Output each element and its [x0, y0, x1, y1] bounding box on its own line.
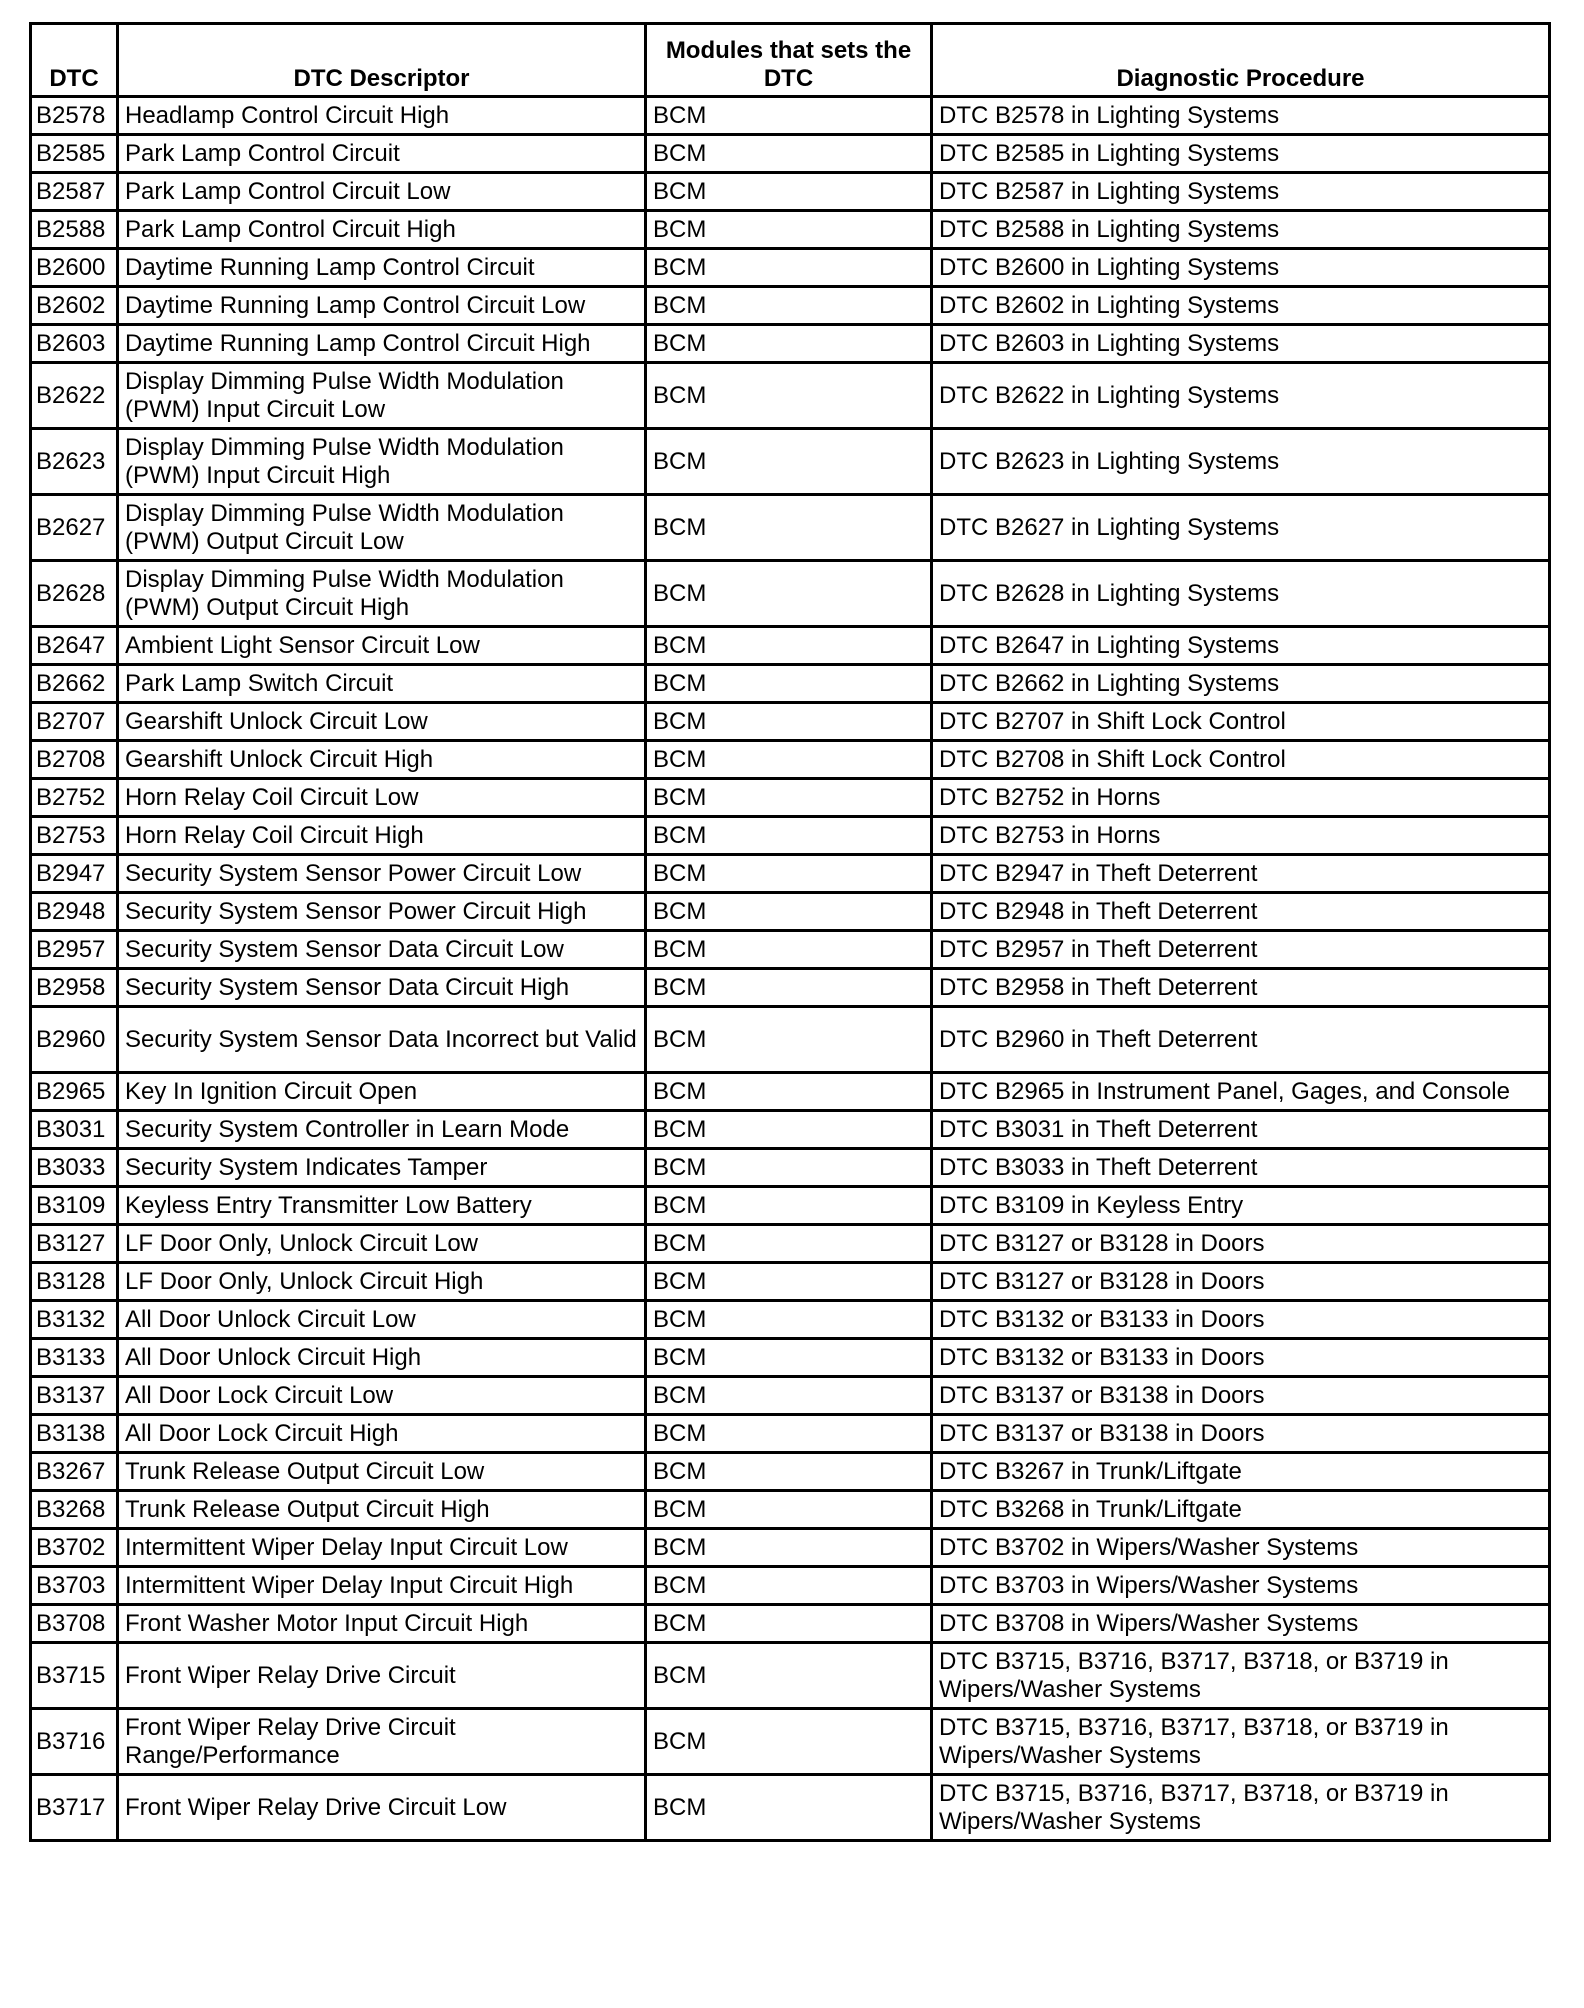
procedure-cell: DTC B3132 or B3133 in Doors	[932, 1339, 1550, 1377]
dtc-cell: B2623	[31, 429, 118, 495]
procedure-cell: DTC B2707 in Shift Lock Control	[932, 703, 1550, 741]
module-cell: BCM	[646, 855, 932, 893]
procedure-cell: DTC B2753 in Horns	[932, 817, 1550, 855]
module-cell: BCM	[646, 1567, 932, 1605]
dtc-cell: B2622	[31, 363, 118, 429]
module-cell: BCM	[646, 1263, 932, 1301]
module-cell: BCM	[646, 703, 932, 741]
descriptor-cell: Intermittent Wiper Delay Input Circuit Low	[118, 1529, 646, 1567]
dtc-cell: B3132	[31, 1301, 118, 1339]
module-cell: BCM	[646, 1339, 932, 1377]
table-row	[31, 1643, 1550, 1709]
table-row	[31, 1187, 1550, 1225]
procedure-cell: DTC B2947 in Theft Deterrent	[932, 855, 1550, 893]
table-row	[31, 1073, 1550, 1111]
table-row	[31, 561, 1550, 627]
descriptor-cell: All Door Lock Circuit High	[118, 1415, 646, 1453]
descriptor-cell: Park Lamp Control Circuit	[118, 135, 646, 173]
procedure-cell: DTC B2628 in Lighting Systems	[932, 561, 1550, 627]
table-row	[31, 1567, 1550, 1605]
module-cell: BCM	[646, 173, 932, 211]
table-row	[31, 287, 1550, 325]
module-cell: BCM	[646, 325, 932, 363]
procedure-cell: DTC B2578 in Lighting Systems	[932, 97, 1550, 135]
descriptor-cell: Ambient Light Sensor Circuit Low	[118, 627, 646, 665]
table-row	[31, 135, 1550, 173]
procedure-cell: DTC B2588 in Lighting Systems	[932, 211, 1550, 249]
table-row	[31, 249, 1550, 287]
header-module: Modules that sets the DTC	[646, 24, 932, 97]
dtc-cell: B2958	[31, 969, 118, 1007]
table-row	[31, 1007, 1550, 1073]
module-cell: BCM	[646, 1111, 932, 1149]
dtc-cell: B2627	[31, 495, 118, 561]
table-row	[31, 855, 1550, 893]
procedure-cell: DTC B3703 in Wipers/Washer Systems	[932, 1567, 1550, 1605]
procedure-cell: DTC B2623 in Lighting Systems	[932, 429, 1550, 495]
module-cell: BCM	[646, 817, 932, 855]
dtc-cell: B2708	[31, 741, 118, 779]
module-cell: BCM	[646, 135, 932, 173]
module-cell: BCM	[646, 1301, 932, 1339]
module-cell: BCM	[646, 1709, 932, 1775]
descriptor-cell: Display Dimming Pulse Width Modulation (PWM) Output Circuit High	[118, 561, 646, 627]
module-cell: BCM	[646, 363, 932, 429]
descriptor-cell: Trunk Release Output Circuit High	[118, 1491, 646, 1529]
dtc-cell: B2753	[31, 817, 118, 855]
module-cell: BCM	[646, 211, 932, 249]
descriptor-cell: Horn Relay Coil Circuit Low	[118, 779, 646, 817]
dtc-cell: B2628	[31, 561, 118, 627]
descriptor-cell: Gearshift Unlock Circuit Low	[118, 703, 646, 741]
dtc-cell: B3138	[31, 1415, 118, 1453]
dtc-cell: B3137	[31, 1377, 118, 1415]
header-procedure: Diagnostic Procedure	[932, 24, 1550, 97]
procedure-cell: DTC B2600 in Lighting Systems	[932, 249, 1550, 287]
table-row	[31, 741, 1550, 779]
dtc-cell: B2578	[31, 97, 118, 135]
procedure-cell: DTC B3267 in Trunk/Liftgate	[932, 1453, 1550, 1491]
procedure-cell: DTC B3127 or B3128 in Doors	[932, 1263, 1550, 1301]
dtc-cell: B2965	[31, 1073, 118, 1111]
module-cell: BCM	[646, 779, 932, 817]
dtc-cell: B3128	[31, 1263, 118, 1301]
descriptor-cell: Front Wiper Relay Drive Circuit	[118, 1643, 646, 1709]
table-row	[31, 1453, 1550, 1491]
procedure-cell: DTC B3109 in Keyless Entry	[932, 1187, 1550, 1225]
procedure-cell: DTC B2587 in Lighting Systems	[932, 173, 1550, 211]
dtc-cell: B2707	[31, 703, 118, 741]
procedure-cell: DTC B3132 or B3133 in Doors	[932, 1301, 1550, 1339]
procedure-cell: DTC B2948 in Theft Deterrent	[932, 893, 1550, 931]
dtc-cell: B2948	[31, 893, 118, 931]
table-row	[31, 779, 1550, 817]
descriptor-cell: All Door Unlock Circuit Low	[118, 1301, 646, 1339]
descriptor-cell: Park Lamp Switch Circuit	[118, 665, 646, 703]
dtc-cell: B3033	[31, 1149, 118, 1187]
descriptor-cell: Security System Controller in Learn Mode	[118, 1111, 646, 1149]
procedure-cell: DTC B2627 in Lighting Systems	[932, 495, 1550, 561]
dtc-cell: B3715	[31, 1643, 118, 1709]
module-cell: BCM	[646, 1605, 932, 1643]
procedure-cell: DTC B3715, B3716, B3717, B3718, or B3719 in Wipers/Washer Systems	[932, 1643, 1550, 1709]
procedure-cell: DTC B2957 in Theft Deterrent	[932, 931, 1550, 969]
procedure-cell: DTC B2602 in Lighting Systems	[932, 287, 1550, 325]
table-row	[31, 1111, 1550, 1149]
module-cell: BCM	[646, 97, 932, 135]
dtc-cell: B3127	[31, 1225, 118, 1263]
descriptor-cell: Security System Sensor Data Circuit Low	[118, 931, 646, 969]
descriptor-cell: All Door Unlock Circuit High	[118, 1339, 646, 1377]
table-row	[31, 931, 1550, 969]
table-row	[31, 363, 1550, 429]
dtc-cell: B2960	[31, 1007, 118, 1073]
table-body	[31, 97, 1550, 1841]
procedure-cell: DTC B2708 in Shift Lock Control	[932, 741, 1550, 779]
table-row	[31, 1263, 1550, 1301]
procedure-cell: DTC B3137 or B3138 in Doors	[932, 1377, 1550, 1415]
descriptor-cell: Park Lamp Control Circuit High	[118, 211, 646, 249]
table-row	[31, 1605, 1550, 1643]
dtc-cell: B2603	[31, 325, 118, 363]
table-row	[31, 1775, 1550, 1841]
procedure-cell: DTC B2662 in Lighting Systems	[932, 665, 1550, 703]
dtc-cell: B2600	[31, 249, 118, 287]
procedure-cell: DTC B3127 or B3128 in Doors	[932, 1225, 1550, 1263]
table-row	[31, 1225, 1550, 1263]
table-row	[31, 429, 1550, 495]
module-cell: BCM	[646, 1149, 932, 1187]
module-cell: BCM	[646, 1775, 932, 1841]
descriptor-cell: Front Wiper Relay Drive Circuit Low	[118, 1775, 646, 1841]
descriptor-cell: Display Dimming Pulse Width Modulation (PWM) Output Circuit Low	[118, 495, 646, 561]
descriptor-cell: Display Dimming Pulse Width Modulation (PWM) Input Circuit Low	[118, 363, 646, 429]
procedure-cell: DTC B2752 in Horns	[932, 779, 1550, 817]
descriptor-cell: Security System Sensor Data Incorrect but Valid	[118, 1007, 646, 1073]
dtc-cell: B2752	[31, 779, 118, 817]
descriptor-cell: Horn Relay Coil Circuit High	[118, 817, 646, 855]
procedure-cell: DTC B3715, B3716, B3717, B3718, or B3719 in Wipers/Washer Systems	[932, 1775, 1550, 1841]
table-row	[31, 495, 1550, 561]
descriptor-cell: Intermittent Wiper Delay Input Circuit High	[118, 1567, 646, 1605]
table-row	[31, 627, 1550, 665]
header-descriptor: DTC Descriptor	[118, 24, 646, 97]
dtc-cell: B3031	[31, 1111, 118, 1149]
dtc-cell: B2662	[31, 665, 118, 703]
module-cell: BCM	[646, 1377, 932, 1415]
module-cell: BCM	[646, 1491, 932, 1529]
module-cell: BCM	[646, 1225, 932, 1263]
module-cell: BCM	[646, 429, 932, 495]
dtc-cell: B3268	[31, 1491, 118, 1529]
table-row	[31, 817, 1550, 855]
descriptor-cell: Headlamp Control Circuit High	[118, 97, 646, 135]
descriptor-cell: Trunk Release Output Circuit Low	[118, 1453, 646, 1491]
procedure-cell: DTC B2603 in Lighting Systems	[932, 325, 1550, 363]
descriptor-cell: Key In Ignition Circuit Open	[118, 1073, 646, 1111]
module-cell: BCM	[646, 495, 932, 561]
descriptor-cell: Gearshift Unlock Circuit High	[118, 741, 646, 779]
table-header-row	[31, 24, 1550, 97]
descriptor-cell: Display Dimming Pulse Width Modulation (PWM) Input Circuit High	[118, 429, 646, 495]
table-row	[31, 1149, 1550, 1187]
module-cell: BCM	[646, 287, 932, 325]
descriptor-cell: All Door Lock Circuit Low	[118, 1377, 646, 1415]
dtc-cell: B3708	[31, 1605, 118, 1643]
table-row	[31, 703, 1550, 741]
procedure-cell: DTC B2622 in Lighting Systems	[932, 363, 1550, 429]
module-cell: BCM	[646, 1643, 932, 1709]
descriptor-cell: Front Washer Motor Input Circuit High	[118, 1605, 646, 1643]
table-row	[31, 893, 1550, 931]
dtc-cell: B3703	[31, 1567, 118, 1605]
descriptor-cell: Security System Sensor Data Circuit High	[118, 969, 646, 1007]
module-cell: BCM	[646, 1007, 932, 1073]
dtc-cell: B3267	[31, 1453, 118, 1491]
module-cell: BCM	[646, 741, 932, 779]
module-cell: BCM	[646, 893, 932, 931]
dtc-cell: B2588	[31, 211, 118, 249]
dtc-cell: B2957	[31, 931, 118, 969]
procedure-cell: DTC B3702 in Wipers/Washer Systems	[932, 1529, 1550, 1567]
descriptor-cell: Security System Indicates Tamper	[118, 1149, 646, 1187]
descriptor-cell: Security System Sensor Power Circuit High	[118, 893, 646, 931]
descriptor-cell: Daytime Running Lamp Control Circuit Low	[118, 287, 646, 325]
module-cell: BCM	[646, 1073, 932, 1111]
table-row	[31, 1301, 1550, 1339]
descriptor-cell: Daytime Running Lamp Control Circuit High	[118, 325, 646, 363]
table-row	[31, 1529, 1550, 1567]
dtc-cell: B2947	[31, 855, 118, 893]
table-row	[31, 325, 1550, 363]
descriptor-cell: LF Door Only, Unlock Circuit Low	[118, 1225, 646, 1263]
procedure-cell: DTC B2965 in Instrument Panel, Gages, and Console	[932, 1073, 1550, 1111]
table-row	[31, 665, 1550, 703]
procedure-cell: DTC B3715, B3716, B3717, B3718, or B3719 in Wipers/Washer Systems	[932, 1709, 1550, 1775]
module-cell: BCM	[646, 969, 932, 1007]
procedure-cell: DTC B2647 in Lighting Systems	[932, 627, 1550, 665]
procedure-cell: DTC B3033 in Theft Deterrent	[932, 1149, 1550, 1187]
procedure-cell: DTC B3031 in Theft Deterrent	[932, 1111, 1550, 1149]
table-row	[31, 1491, 1550, 1529]
dtc-cell: B2647	[31, 627, 118, 665]
table-row	[31, 1339, 1550, 1377]
module-cell: BCM	[646, 249, 932, 287]
descriptor-cell: Daytime Running Lamp Control Circuit	[118, 249, 646, 287]
dtc-cell: B2585	[31, 135, 118, 173]
dtc-cell: B3133	[31, 1339, 118, 1377]
dtc-cell: B3109	[31, 1187, 118, 1225]
table-row	[31, 1415, 1550, 1453]
descriptor-cell: Keyless Entry Transmitter Low Battery	[118, 1187, 646, 1225]
dtc-cell: B2587	[31, 173, 118, 211]
descriptor-cell: LF Door Only, Unlock Circuit High	[118, 1263, 646, 1301]
table-row	[31, 1377, 1550, 1415]
module-cell: BCM	[646, 561, 932, 627]
procedure-cell: DTC B3268 in Trunk/Liftgate	[932, 1491, 1550, 1529]
module-cell: BCM	[646, 1415, 932, 1453]
dtc-table	[29, 22, 1551, 1842]
module-cell: BCM	[646, 1529, 932, 1567]
descriptor-cell: Security System Sensor Power Circuit Low	[118, 855, 646, 893]
table-row	[31, 211, 1550, 249]
module-cell: BCM	[646, 1453, 932, 1491]
dtc-cell: B3702	[31, 1529, 118, 1567]
dtc-cell: B2602	[31, 287, 118, 325]
dtc-cell: B3717	[31, 1775, 118, 1841]
dtc-cell: B3716	[31, 1709, 118, 1775]
table-row	[31, 173, 1550, 211]
procedure-cell: DTC B3137 or B3138 in Doors	[932, 1415, 1550, 1453]
procedure-cell: DTC B2960 in Theft Deterrent	[932, 1007, 1550, 1073]
procedure-cell: DTC B2958 in Theft Deterrent	[932, 969, 1550, 1007]
module-cell: BCM	[646, 627, 932, 665]
module-cell: BCM	[646, 665, 932, 703]
table-row	[31, 1709, 1550, 1775]
module-cell: BCM	[646, 931, 932, 969]
header-dtc: DTC	[31, 24, 118, 97]
procedure-cell: DTC B2585 in Lighting Systems	[932, 135, 1550, 173]
descriptor-cell: Front Wiper Relay Drive Circuit Range/Performance	[118, 1709, 646, 1775]
procedure-cell: DTC B3708 in Wipers/Washer Systems	[932, 1605, 1550, 1643]
table-row	[31, 969, 1550, 1007]
descriptor-cell: Park Lamp Control Circuit Low	[118, 173, 646, 211]
table-row	[31, 97, 1550, 135]
module-cell: BCM	[646, 1187, 932, 1225]
